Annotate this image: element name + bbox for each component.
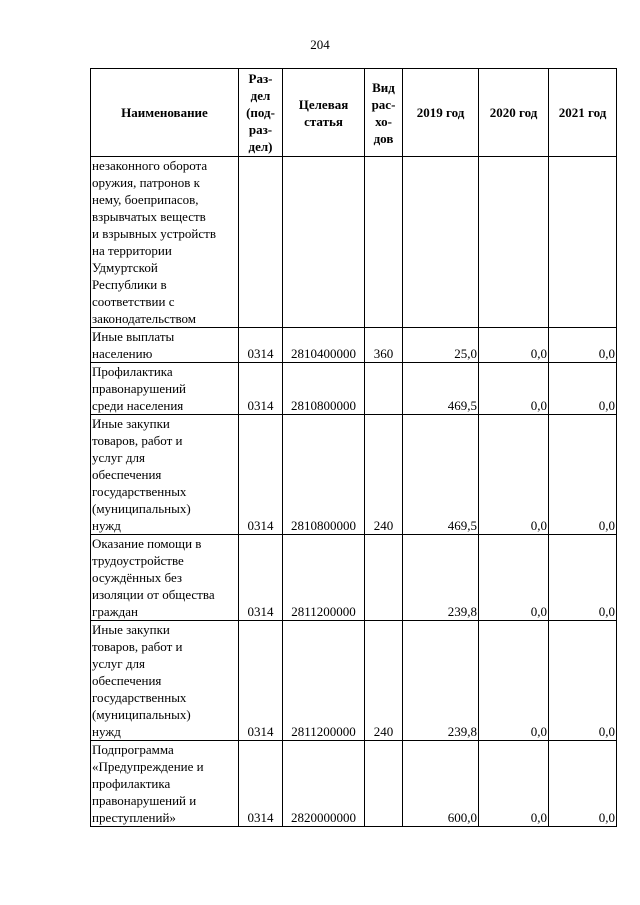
row-2019: 600,0	[403, 741, 479, 827]
row-target: 2811200000	[283, 535, 365, 621]
row-section	[239, 157, 283, 328]
row-type	[365, 741, 403, 827]
row-2021: 0,0	[549, 328, 617, 363]
table-row	[91, 535, 617, 621]
row-target: 2811200000	[283, 621, 365, 741]
row-2021: 0,0	[549, 741, 617, 827]
row-section: 0314	[239, 535, 283, 621]
row-name: Подпрограмма «Предупреждение и профилактика правонарушений и преступлений»	[91, 741, 239, 827]
row-name: Оказание помощи в трудоустройстве осуждённых без изоляции от общества граждан	[91, 535, 239, 621]
row-2020: 0,0	[479, 535, 549, 621]
row-type	[365, 535, 403, 621]
row-2020	[479, 157, 549, 328]
header-target: Целевая статья	[283, 69, 365, 157]
row-target: 2820000000	[283, 741, 365, 827]
row-section: 0314	[239, 741, 283, 827]
header-expense-type: Вид рас- хо- дов	[365, 69, 403, 157]
row-2021: 0,0	[549, 363, 617, 415]
row-type	[365, 157, 403, 328]
row-2019: 25,0	[403, 328, 479, 363]
table-row	[91, 415, 617, 535]
row-target: 2810800000	[283, 415, 365, 535]
row-name: Иные закупки товаров, работ и услуг для обеспечения государственных (муниципальных) нужд	[91, 415, 239, 535]
budget-table	[90, 68, 617, 827]
row-2019	[403, 157, 479, 328]
row-2020: 0,0	[479, 363, 549, 415]
row-type: 240	[365, 415, 403, 535]
row-type: 240	[365, 621, 403, 741]
row-2020: 0,0	[479, 741, 549, 827]
table-row	[91, 741, 617, 827]
row-2019: 469,5	[403, 415, 479, 535]
table-header-row	[91, 69, 617, 157]
row-section: 0314	[239, 363, 283, 415]
row-2019: 469,5	[403, 363, 479, 415]
header-2021: 2021 год	[549, 69, 617, 157]
row-2020: 0,0	[479, 621, 549, 741]
header-2019: 2019 год	[403, 69, 479, 157]
header-section: Раз- дел (под- раз- дел)	[239, 69, 283, 157]
row-name: незаконного оборота оружия, патронов к нему, боеприпасов, взрывчатых веществ и взрывных устройств на территории Удмуртской Республики в соответствии с законодательством	[91, 157, 239, 328]
row-target: 2810800000	[283, 363, 365, 415]
row-2021: 0,0	[549, 415, 617, 535]
row-section: 0314	[239, 621, 283, 741]
row-target	[283, 157, 365, 328]
row-2021: 0,0	[549, 535, 617, 621]
row-2019: 239,8	[403, 535, 479, 621]
row-section: 0314	[239, 415, 283, 535]
header-2020: 2020 год	[479, 69, 549, 157]
row-section: 0314	[239, 328, 283, 363]
page-number: 204	[310, 37, 330, 52]
row-type	[365, 363, 403, 415]
row-target: 2810400000	[283, 328, 365, 363]
row-2021: 0,0	[549, 621, 617, 741]
row-2020: 0,0	[479, 415, 549, 535]
table-row	[91, 328, 617, 363]
row-name: Иные выплаты населению	[91, 328, 239, 363]
row-type: 360	[365, 328, 403, 363]
row-2021	[549, 157, 617, 328]
table-row	[91, 157, 617, 328]
row-2019: 239,8	[403, 621, 479, 741]
row-name: Иные закупки товаров, работ и услуг для обеспечения государственных (муниципальных) нужд	[91, 621, 239, 741]
header-name: Наименование	[91, 69, 239, 157]
table-row	[91, 621, 617, 741]
row-name: Профилактика правонарушений среди населения	[91, 363, 239, 415]
row-2020: 0,0	[479, 328, 549, 363]
table-row	[91, 363, 617, 415]
